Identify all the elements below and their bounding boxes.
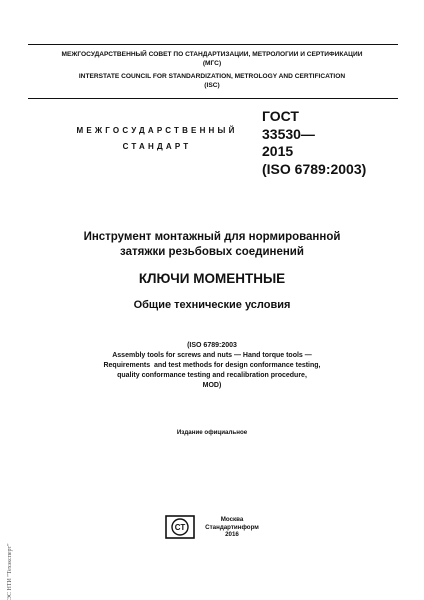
gost-iso-ref: (ISO 6789:2003) xyxy=(262,160,367,177)
title-line2: затяжки резьбовых соединений xyxy=(120,246,304,258)
standartinform-logo-icon xyxy=(165,515,195,539)
council-ru-abbr: (МГС) xyxy=(202,60,222,67)
iso-line1: (ISO 6789:2003 xyxy=(187,342,237,349)
publisher-year: 2016 xyxy=(225,531,239,539)
council-en xyxy=(30,72,394,90)
edition-label: Издание официальное xyxy=(176,429,248,436)
top-rule xyxy=(28,44,398,45)
document-conditions: Общие технические условия xyxy=(133,299,291,311)
standard-type xyxy=(62,123,252,155)
publisher-info xyxy=(196,516,268,539)
vertical-watermark xyxy=(6,520,15,600)
gost-number: 33530— xyxy=(262,125,315,142)
middle-rule xyxy=(28,98,398,99)
iso-line3: Requirements and test methods for design conformance testing, xyxy=(103,362,321,369)
gost-year: 2015 xyxy=(262,143,294,159)
council-ru-name: МЕЖГОСУДАРСТВЕННЫЙ СОВЕТ ПО СТАНДАРТИЗАЦИИ, МЕТРОЛОГИИ И СЕРТИФИКАЦИИ xyxy=(61,51,363,58)
council-en-abbr: (ISC) xyxy=(204,82,220,89)
standard-type-line2: СТАНДАРТ xyxy=(122,142,192,151)
iso-line2: Assembly tools for screws and nuts — Hand torque tools — xyxy=(112,352,312,359)
standard-type-line1: МЕЖГОСУДАРСТВЕННЫЙ xyxy=(76,126,238,135)
iso-line4: quality conformance testing and recalibration procedure, xyxy=(117,372,307,379)
gost-designation xyxy=(262,108,402,178)
publisher-city: Москва xyxy=(220,516,244,523)
title-line1: Инструмент монтажный для нормированной xyxy=(83,231,341,243)
logo-text: СТ xyxy=(174,523,186,532)
council-en-name: INTERSTATE COUNCIL FOR STANDARDIZATION, METROLOGY AND CERTIFICATION xyxy=(78,73,346,80)
council-ru xyxy=(30,50,394,68)
document-subtitle: КЛЮЧИ МОМЕНТНЫЕ xyxy=(138,271,286,286)
document-title xyxy=(30,230,394,260)
gost-label: ГОСТ xyxy=(262,108,299,124)
publisher-name: Стандартинформ xyxy=(205,523,259,531)
watermark-text: ЭС НТИ "Техэксперт" xyxy=(7,543,13,600)
iso-reference-block xyxy=(40,341,384,391)
iso-line5: MOD) xyxy=(202,382,222,389)
